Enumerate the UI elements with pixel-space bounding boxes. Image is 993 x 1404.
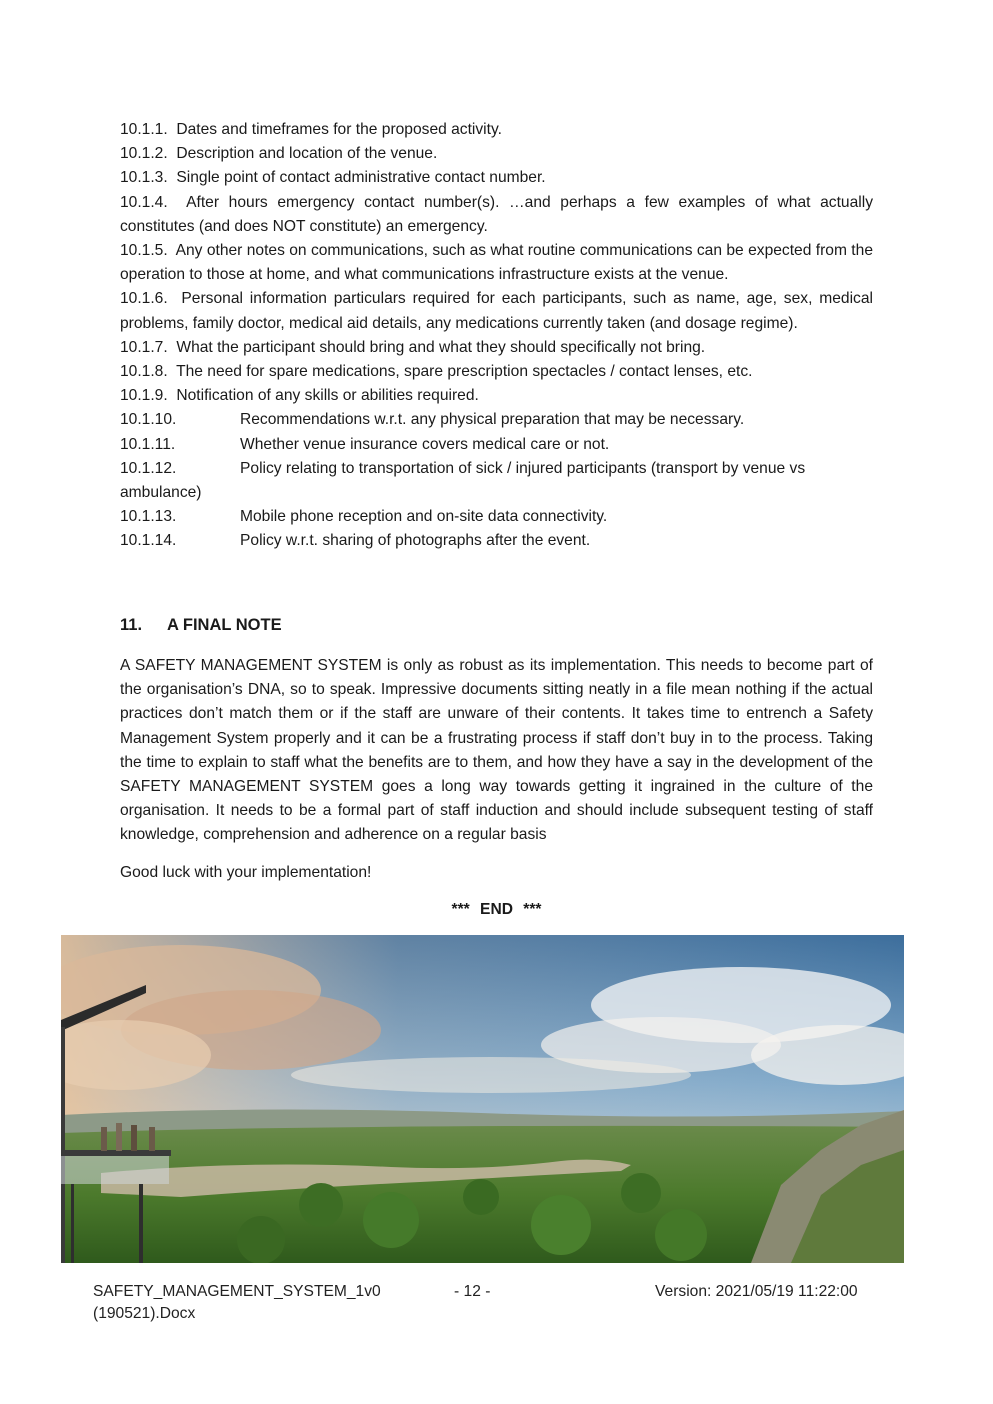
list-item: 10.1.11. Whether venue insurance covers medical care or not. [120,435,610,453]
footer-page-number: - 12 - [454,1283,491,1300]
list-item: 10.1.4. After hours emergency contact number(s). …and perhaps a few examples of what actually constitutes (and does NOT constitute) an emergency. [120,193,873,235]
list-item: 10.1.14. Policy w.r.t. sharing of photographs after the event. [120,532,591,550]
list-item: 10.1.10. Recommendations w.r.t. any physical preparation that may be necessary. [120,411,745,429]
list-item: 10.1.2. Description and location of the venue. [120,145,438,163]
closing-line: Good luck with your implementation! [120,864,372,881]
list-item: 10.1.13. Mobile phone reception and on-site data connectivity. [120,508,608,526]
landscape-photo-art [61,935,904,1263]
footer-filename: SAFETY_MANAGEMENT_SYSTEM_1v0 (190521).Docx [93,1283,381,1322]
numbered-list [120,118,873,554]
list-item: 10.1.8. The need for spare medications, spare prescription spectacles / contact lenses, etc. [120,363,753,381]
list-item: 10.1.1. Dates and timeframes for the proposed activity. [120,121,502,138]
body-paragraph: A SAFETY MANAGEMENT SYSTEM is only as robust as its implementation. This needs to become part of the organisation’s DNA, so to speak. Impressive documents sitting neatly in a file mean nothing if the actual practices don’t match them or if the staff are unware of their contents. It takes time to entrench a Safety Management System properly and it can be a frustrating process if staff don’t buy in to the process. Taking the time to explain to staff what the benefits are to them, and how they have a say in the development of the SAFETY MANAGEMENT SYSTEM goes a long way towards getting it ingrained in the culture of the organisation. It needs to be a formal part of staff induction and should include subsequent testing of staff knowledge, comprehension and adherence on a regular basis [120,657,873,844]
landscape-photo [61,935,904,1263]
end-marker: *** END *** [451,901,542,918]
list-item: 10.1.6. Personal information particulars required for each participants, such as name, age, sex, medical problems, family doctor, medical aid details, any medications currently taken (and dosage regime). [120,290,873,332]
section-heading [120,616,282,635]
list-item: 10.1.7. What the participant should bring and what they should specifically not bring. [120,338,706,356]
list-item: 10.1.12. Policy relating to transportation of sick / injured participants (transport by venue vs ambulance) [120,459,806,502]
list-item: 10.1.9. Notification of any skills or abilities required. [120,387,479,405]
footer-version: Version: 2021/05/19 11:22:00 [655,1283,858,1300]
list-item: 10.1.5. Any other notes on communications, such as what routine communications can be expected from the operation to those at home, and what communications infrastructure exists at the venue. [120,242,873,284]
section-title: A FINAL NOTE [167,616,282,634]
list-item: 10.1.3. Single point of contact administrative contact number. [120,169,546,187]
section-number: 11. [120,616,143,634]
